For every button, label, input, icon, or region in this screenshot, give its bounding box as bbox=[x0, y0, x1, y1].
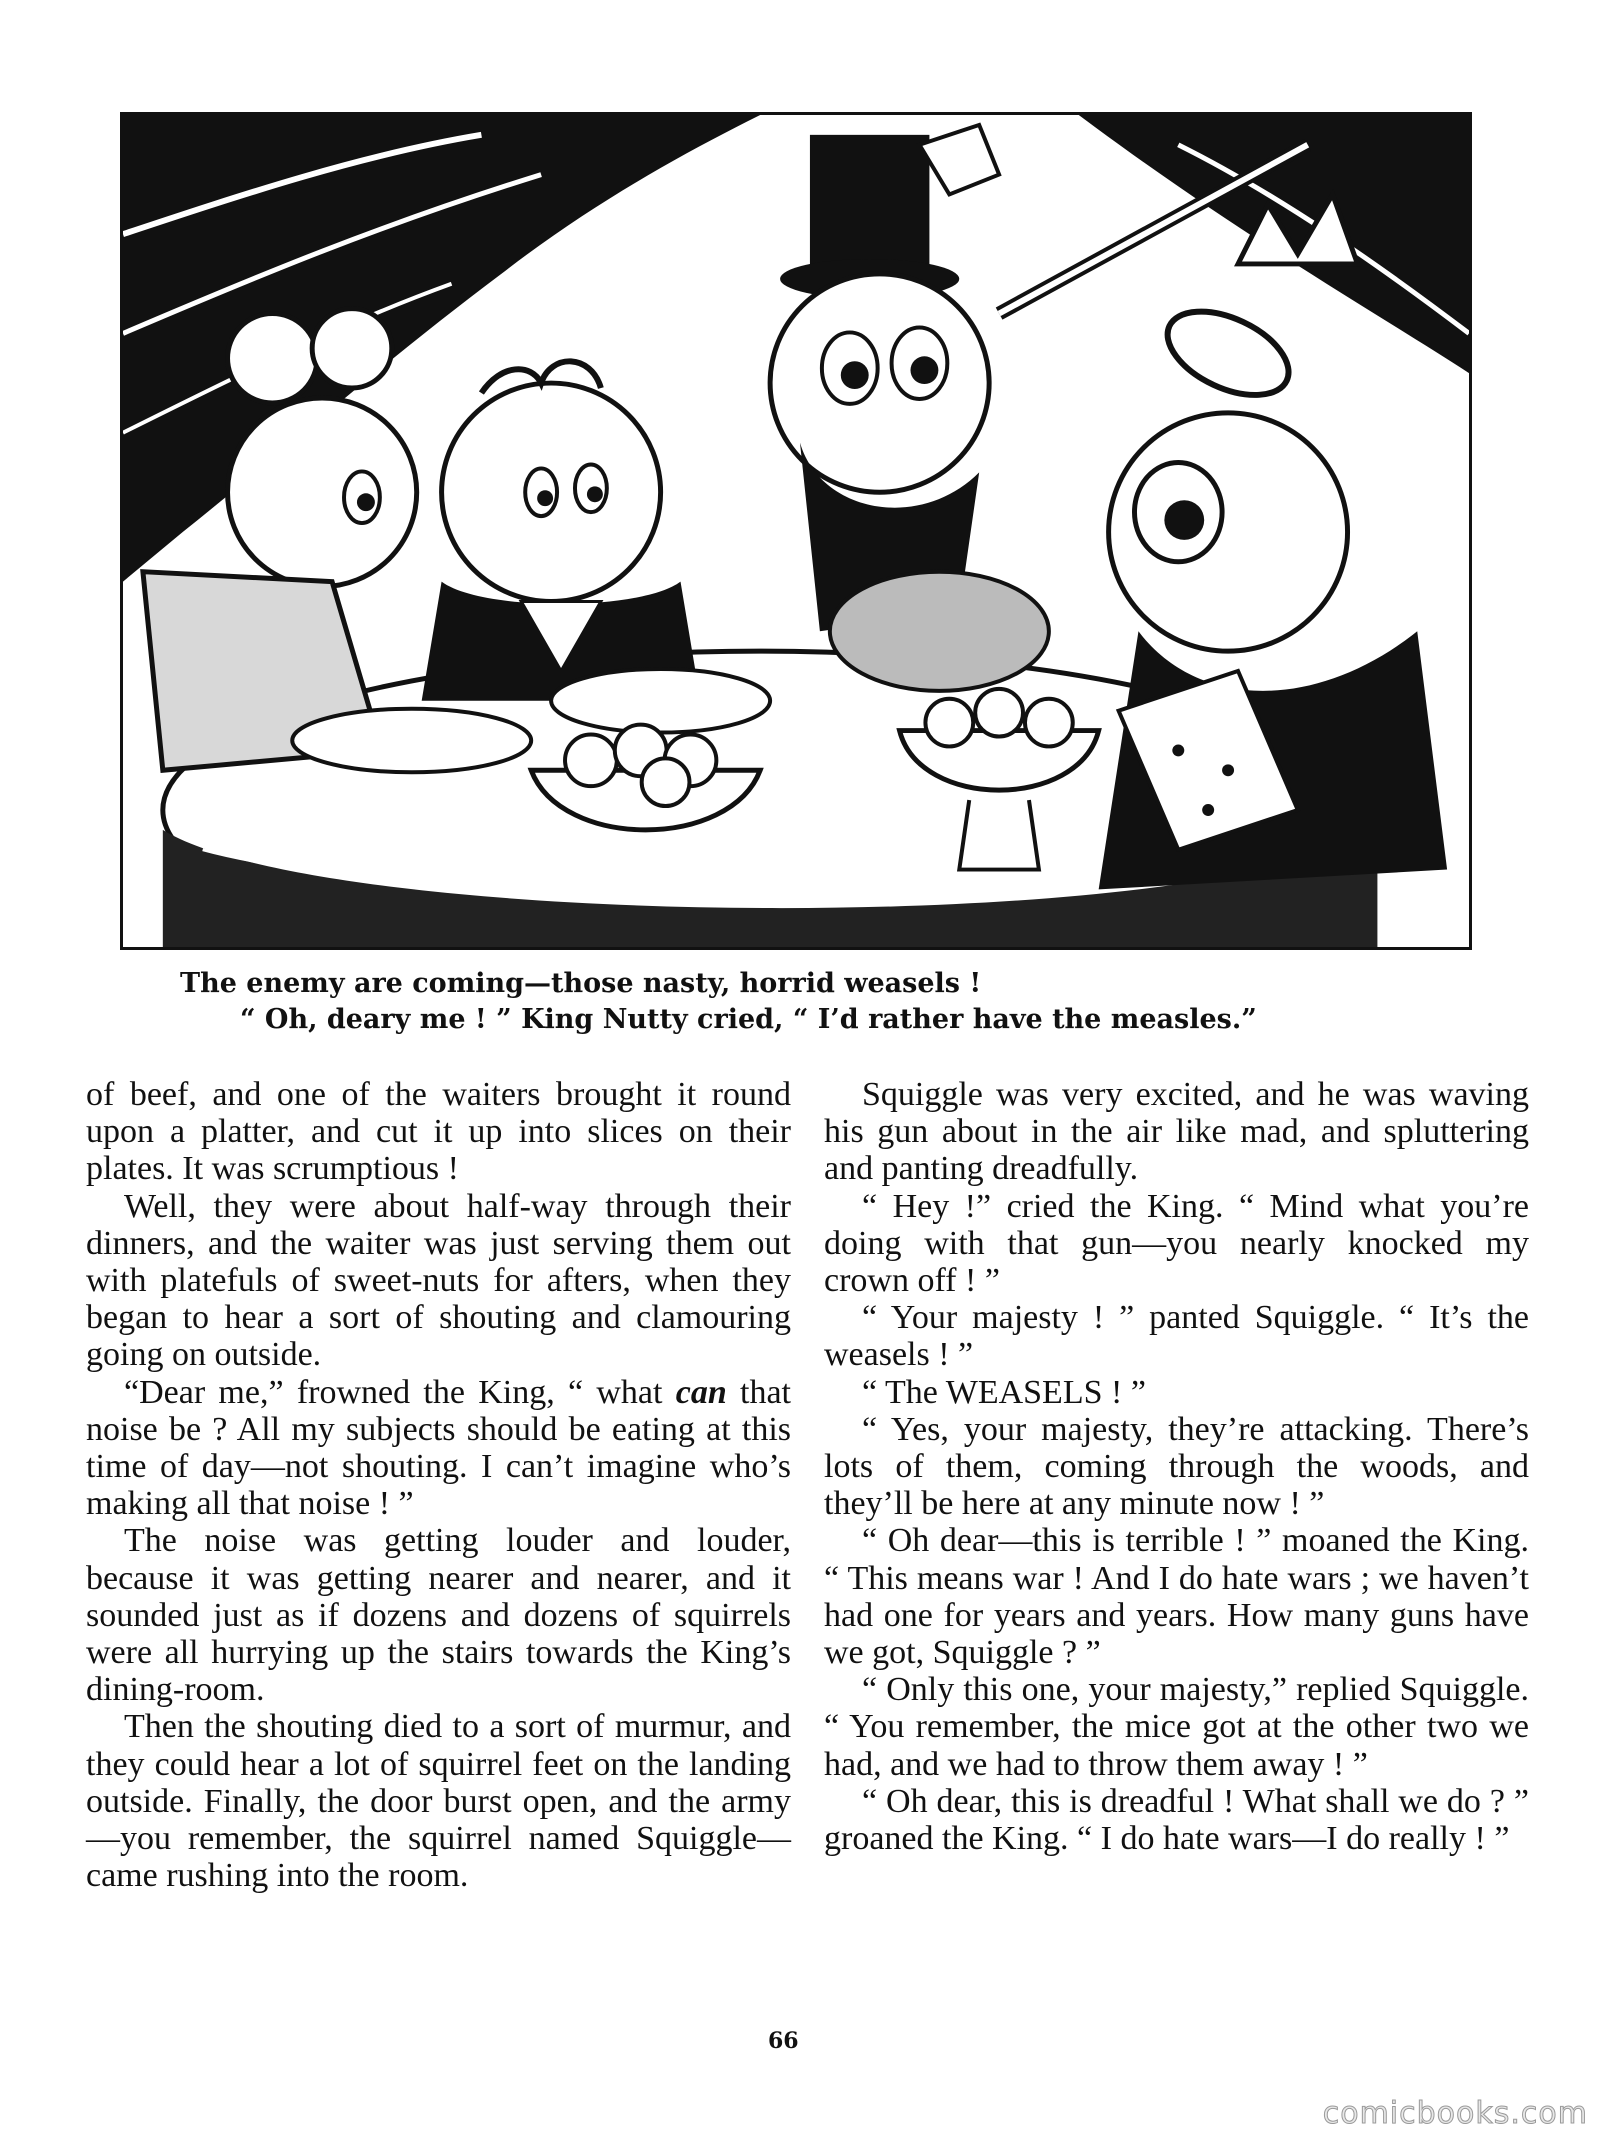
right-paragraph-4: “ The WEASELS ! ” bbox=[862, 1373, 1146, 1411]
right-paragraph-8: “ Oh dear, this is dreadful ! What shall we do ? ” groaned the King. “ I do hate wars—I do really ! ” bbox=[824, 1782, 1529, 1858]
left-paragraph-3-start: “Dear me,” frowned the King, “ what bbox=[124, 1373, 676, 1411]
illustration-caption bbox=[180, 966, 1420, 1038]
right-paragraph-6: “ Oh dear—this is terrible ! ” moaned the King. “ This means war ! And I do hate wars ; we haven’t had one for years and years. How many guns have we got, Squiggle ? ” bbox=[824, 1522, 1529, 1672]
right-paragraph-2: “ Hey !” cried the King. “ Mind what you’re doing with that gun—you nearly knocked my crown off ! ” bbox=[824, 1187, 1529, 1300]
left-paragraph-5: Then the shouting died to a sort of murmur, and they could hear a lot of squirrel feet on the landing outside. Finally, the door burst open, and the army—you remember, the squirrel named Squiggle—came rushing into the room. bbox=[86, 1708, 791, 1895]
right-paragraph-5: “ Yes, your majesty, they’re attacking. There’s lots of them, coming through the woods, and they’ll be here at any minute now ! ” bbox=[824, 1410, 1529, 1523]
left-paragraph-1: of beef, and one of the waiters brought it round upon a platter, and cut it up into slices on their plates. It was scrumptious ! bbox=[86, 1076, 791, 1188]
emphasis-can: can bbox=[675, 1373, 727, 1411]
left-paragraph-3-end: that noise be ? All my subjects should be eating at this time of day—not shouting. I can’t imagine who’s making all that noise ! ” bbox=[86, 1373, 791, 1523]
left-text-column bbox=[86, 1076, 791, 1894]
left-paragraph-2: Well, they were about half-way through their dinners, and the waiter was just serving them out with platefuls of sweet-nuts for afters, when they began to hear a sort of shouting and clamouring going on outside. bbox=[86, 1187, 791, 1374]
right-paragraph-1: Squiggle was very excited, and he was waving his gun about in the air like mad, and spluttering and panting dreadfully. bbox=[824, 1076, 1529, 1188]
king-and-squirrels-dinner-scene-icon bbox=[123, 115, 1469, 947]
caption-line-2: “ Oh, deary me ! ” King Nutty cried, “ I’d rather have the measles.” bbox=[240, 1004, 1257, 1035]
page-number: 66 bbox=[768, 2028, 799, 2054]
right-paragraph-7: “ Only this one, your majesty,” replied Squiggle. “ You remember, the mice got at the other two we had, and we had to throw them away ! ” bbox=[824, 1671, 1529, 1783]
caption-line-1: The enemy are coming—those nasty, horrid weasels ! bbox=[180, 968, 982, 999]
left-paragraph-4: The noise was getting louder and louder, because it was getting nearer and nearer, and it sounded just as if dozens and dozens of squirrels were all hurrying up the stairs towards the King’s dining-room. bbox=[86, 1522, 791, 1709]
story-illustration bbox=[120, 112, 1472, 950]
right-paragraph-3: “ Your majesty ! ” panted Squiggle. “ It’s the weasels ! ” bbox=[824, 1299, 1529, 1374]
watermark-text: comicbooks.com bbox=[1322, 2096, 1588, 2131]
left-paragraph-3 bbox=[86, 1374, 791, 1523]
right-text-column bbox=[824, 1076, 1529, 1857]
